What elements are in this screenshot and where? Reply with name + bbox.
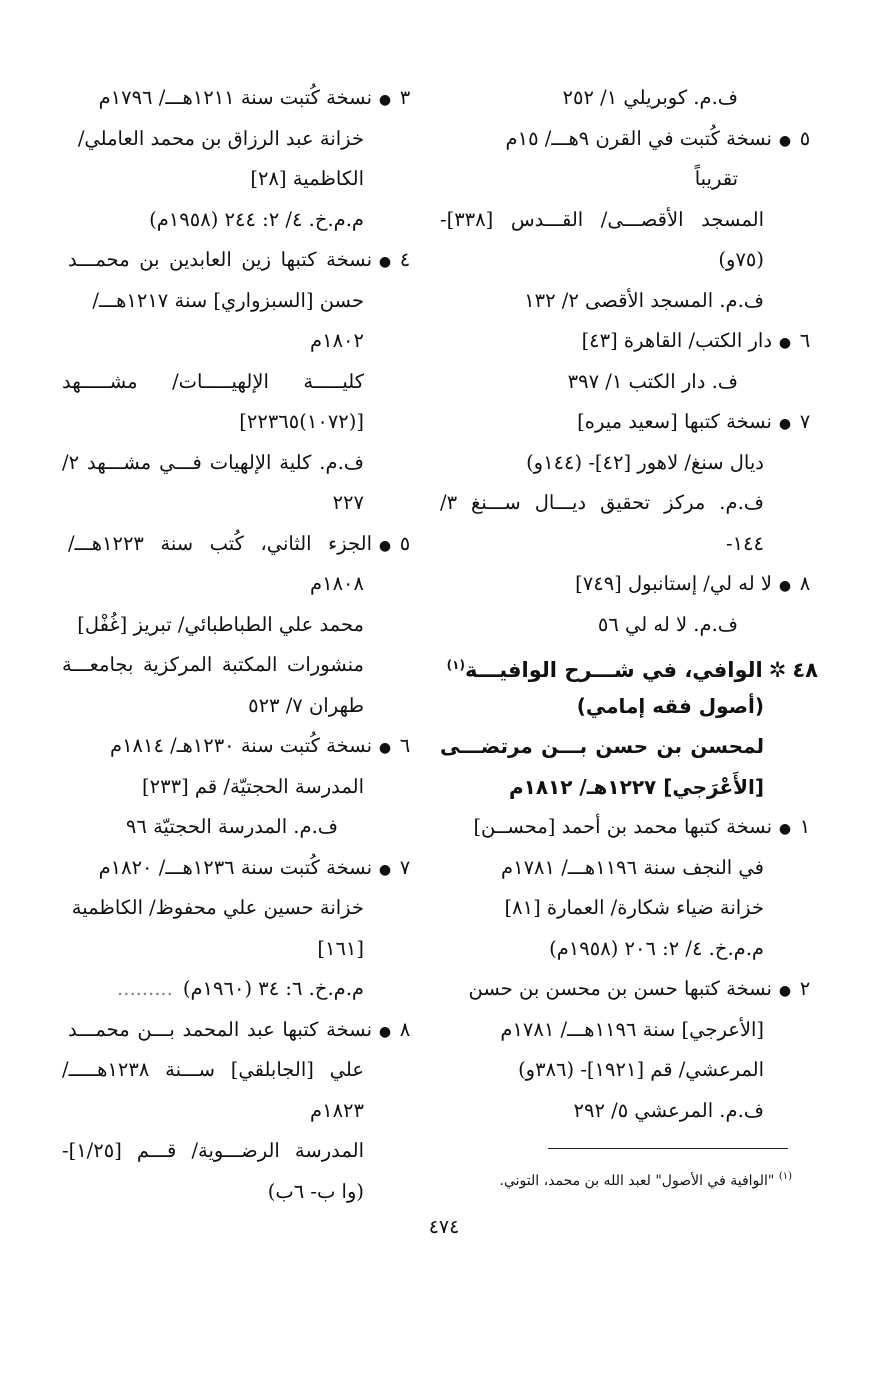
entry-text: نسخة كتبها [سعيد ميره] [577,410,772,433]
entry-number: ٦ [799,329,811,352]
star-icon: ✲ [768,658,787,682]
entry-number: ١ [799,815,811,838]
line-text: المدرسة الحجتيّة/ قم [٢٣٣] [142,774,364,798]
line-text: [(١٠٧٢)٢٢٣٦٥] [239,410,364,433]
entry-detail-line [62,362,418,403]
entry-detail-line [440,1010,818,1051]
entry-text: نسخة كُتبت في القرن ٩هـــ/ ١٥م [505,126,772,150]
line-text: المرعشي/ قم [١٩٢١]- (٣٨٦و) [518,1058,764,1081]
line-text: ف.م. المسجد الأقصى ٢/ ١٣٢ [524,288,764,312]
entry-detail-line [62,1050,418,1091]
footnote [440,1166,792,1192]
entry-text: نسخة كُتبت سنة ١٢١١هـــ/ ١٧٩٦م [98,86,372,109]
line-text: طهران ٧/ ٥٢٣ [248,693,364,717]
line-text: م.م.خ. ٤/ ٢: ٢٠٦ (١٩٥٨م) [549,936,764,960]
entry-detail-line [440,78,818,119]
line-text: خزانة عبد الرزاق بن محمد العاملي/ [77,126,364,150]
entry-detail-line [62,402,418,443]
work-subheading [440,686,818,727]
entry-number: ٨ [399,1017,411,1041]
entry-text: نسخة كتبها حسن بن محسن بن حسن [468,977,772,1000]
footnote-separator [548,1148,788,1149]
entry-detail-line [62,645,418,686]
work-subheading [440,767,818,808]
entry-detail-line [440,888,818,929]
line-text: (وا ب- ٦ب) [267,1179,364,1203]
line-text: [الأَعْرَجي] ١٢٢٧هـ/ ١٨١٢م [508,774,764,799]
manuscript-entry [62,848,418,889]
entry-detail-line [440,281,818,322]
bullet-icon: ● [778,578,792,594]
line-text: خزانة حسين علي محفوظ/ الكاظمية [71,896,364,919]
work-title: الوافي، في شـــرح الوافيـــة [464,658,763,682]
line-text: ١٨٠٢م [310,329,364,352]
manuscript-entry [62,240,418,281]
line-text: ١٤٤- [725,531,764,555]
entry-text: نسخة كتبها محمد بن أحمد [محســن] [473,815,772,838]
bullet-icon: ● [378,861,392,878]
entry-detail-line [440,362,818,403]
entry-text: لا له لي/ إستانبول [٧٤٩] [575,572,772,595]
line-text: [الأعرجي] سنة ١١٩٦هـــ/ ١٧٨١م [500,1017,764,1041]
line-text: ديال سنغ/ لاهور [٤٢]- (١٤٤و) [526,450,764,474]
right-column [440,78,818,1131]
bullet-icon: ● [778,983,792,999]
entry-number: ٤ [399,248,411,271]
work-heading [440,645,818,686]
page-number: ٤٧٤ [428,1216,460,1238]
left-column [62,78,418,1212]
entry-detail-line [62,929,418,970]
bullet-icon: ● [378,1023,392,1040]
manuscript-entry [62,726,418,767]
entry-text: الجزء الثاني، كُتب سنة ١٢٢٣هـــ/ [68,531,372,555]
footnote-text: "الوافية في الأصول" لعبد الله بن محمد، التوني. [499,1172,775,1189]
line-text: منشورات المكتبة المركزية بجامعـــة [62,653,364,676]
entry-detail-line [62,1131,418,1172]
line-text: المدرسة الرضـــوية/ قـــم [١/٢٥]- [62,1139,364,1162]
dotted-leader: ......... [117,977,173,1000]
entry-detail-line [62,281,418,322]
entry-detail-line [440,443,818,484]
line-text: ف.م. كوبريلي ١/ ٢٥٢ [562,86,738,109]
line-text: علي [الجابلقي] ســـنة ١٢٣٨هـــــ/ [62,1058,364,1081]
entry-detail-line [62,969,418,1010]
line-text: ف.م. كلية الإلهيات فـــي مشـــهد ٢/ [62,450,364,474]
footnote-reference: (١) [446,658,465,672]
entry-detail-line [440,524,818,565]
bullet-icon: ● [778,335,792,351]
manuscript-entry [62,1010,418,1051]
line-text: ١٨٢٣م [310,1098,364,1122]
manuscript-entry [440,119,818,160]
line-text: لمحسن بن حسن بـــن مرتضـــى [440,734,764,758]
bullet-icon: ● [778,821,792,837]
entry-text: نسخة كُتبت سنة ١٢٣٠هـ/ ١٨١٤م [110,734,372,757]
entry-detail-line [440,929,818,970]
line-text: (أصول فقه إمامي) [576,693,764,718]
entry-detail-line [62,767,418,808]
bullet-icon: ● [778,132,792,149]
entry-number: ٦ [399,734,411,757]
bullet-icon: ● [378,537,392,554]
entry-detail-line [62,564,418,605]
entry-detail-line [62,159,418,200]
line-text: ف.م. المرعشي ٥/ ٢٩٢ [573,1098,764,1122]
entry-detail-line [440,483,818,524]
entry-detail-line [62,200,418,241]
line-text: ٢٢٧ [332,491,364,514]
line-text: (٧٥و) [718,248,764,271]
entry-number: ٣ [399,86,411,109]
entry-number: ٨ [799,572,811,595]
entry-detail-line [62,1172,418,1213]
entry-number: ٧ [799,410,811,433]
entry-detail-line [440,240,818,281]
line-text: حسن [السبزواري] سنة ١٢١٧هـــ/ [92,288,364,312]
manuscript-entry [62,524,418,565]
line-text: م.م.خ. ٦: ٣٤ (١٩٦٠م) [182,977,364,1000]
bullet-icon: ● [378,92,392,108]
line-text: [١٦١] [317,936,364,960]
entry-detail-line [440,1050,818,1091]
entry-detail-line [62,443,418,484]
entry-text: نسخة كتبها زين العابدين بن محمـــد [68,248,372,271]
entry-number: ٢ [799,977,811,1000]
entry-detail-line [62,605,418,646]
line-text: خزانة ضياء شكارة/ العمارة [٨١] [504,896,764,919]
entry-text: دار الكتب/ القاهرة [٤٣] [581,329,772,352]
line-text: م.م.خ. ٤/ ٢: ٢٤٤ (١٩٥٨م) [149,207,364,231]
manuscript-entry [440,564,818,605]
line-text: ١٨٠٨م [310,572,364,595]
work-number: ٤٨ [792,658,818,682]
entry-detail-line [440,605,818,646]
entry-text: نسخة كُتبت سنة ١٢٣٦هـــ/ ١٨٢٠م [98,855,372,879]
line-text: ف.م. لا له لي ٥٦ [597,612,738,636]
entry-number: ٧ [399,855,411,879]
footnote-marker: (١) [778,1171,792,1182]
bullet-icon: ● [378,740,392,756]
entry-detail-line [440,848,818,889]
manuscript-entry [440,402,818,443]
line-text: الكاظمية [٢٨] [250,167,364,190]
manuscript-entry [440,969,818,1010]
line-text: المسجد الأقصـــى/ القـــدس [٣٣٨]- [440,207,764,231]
manuscript-entry [440,321,818,362]
entry-detail-line [62,483,418,524]
bullet-icon: ● [378,254,392,270]
line-text: ف.م. مركز تحقيق ديـــال ســـنغ ٣/ [440,491,764,514]
entry-detail-line [62,888,418,929]
line-text: ف. دار الكتب ١/ ٣٩٧ [567,369,738,393]
entry-detail-line [62,321,418,362]
bullet-icon: ● [778,416,792,432]
line-text: تقريباً [694,167,738,190]
entry-detail-line [440,200,818,241]
entry-detail-line [62,686,418,727]
line-text: كليـــــة الإلهيـــــات/ مشـــــهد [62,369,364,393]
entry-detail-line [440,159,818,200]
entry-number: ٥ [399,531,411,555]
entry-detail-line [440,1091,818,1132]
entry-detail-line [62,807,418,848]
work-subheading [440,726,818,767]
entry-detail-line [62,1091,418,1132]
entry-detail-line [62,119,418,160]
manuscript-entry [440,807,818,848]
line-text: محمد علي الطباطبائي/ تبريز [غُفْل] [77,612,364,636]
entry-number: ٥ [799,126,811,150]
line-text: في النجف سنة ١١٩٦هـــ/ ١٧٨١م [501,855,764,879]
line-text: ف.م. المدرسة الحجتيّة ٩٦ [125,815,338,838]
entry-text: نسخة كتبها عبد المحمد بـــن محمـــد [68,1017,372,1041]
manuscript-entry [62,78,418,119]
